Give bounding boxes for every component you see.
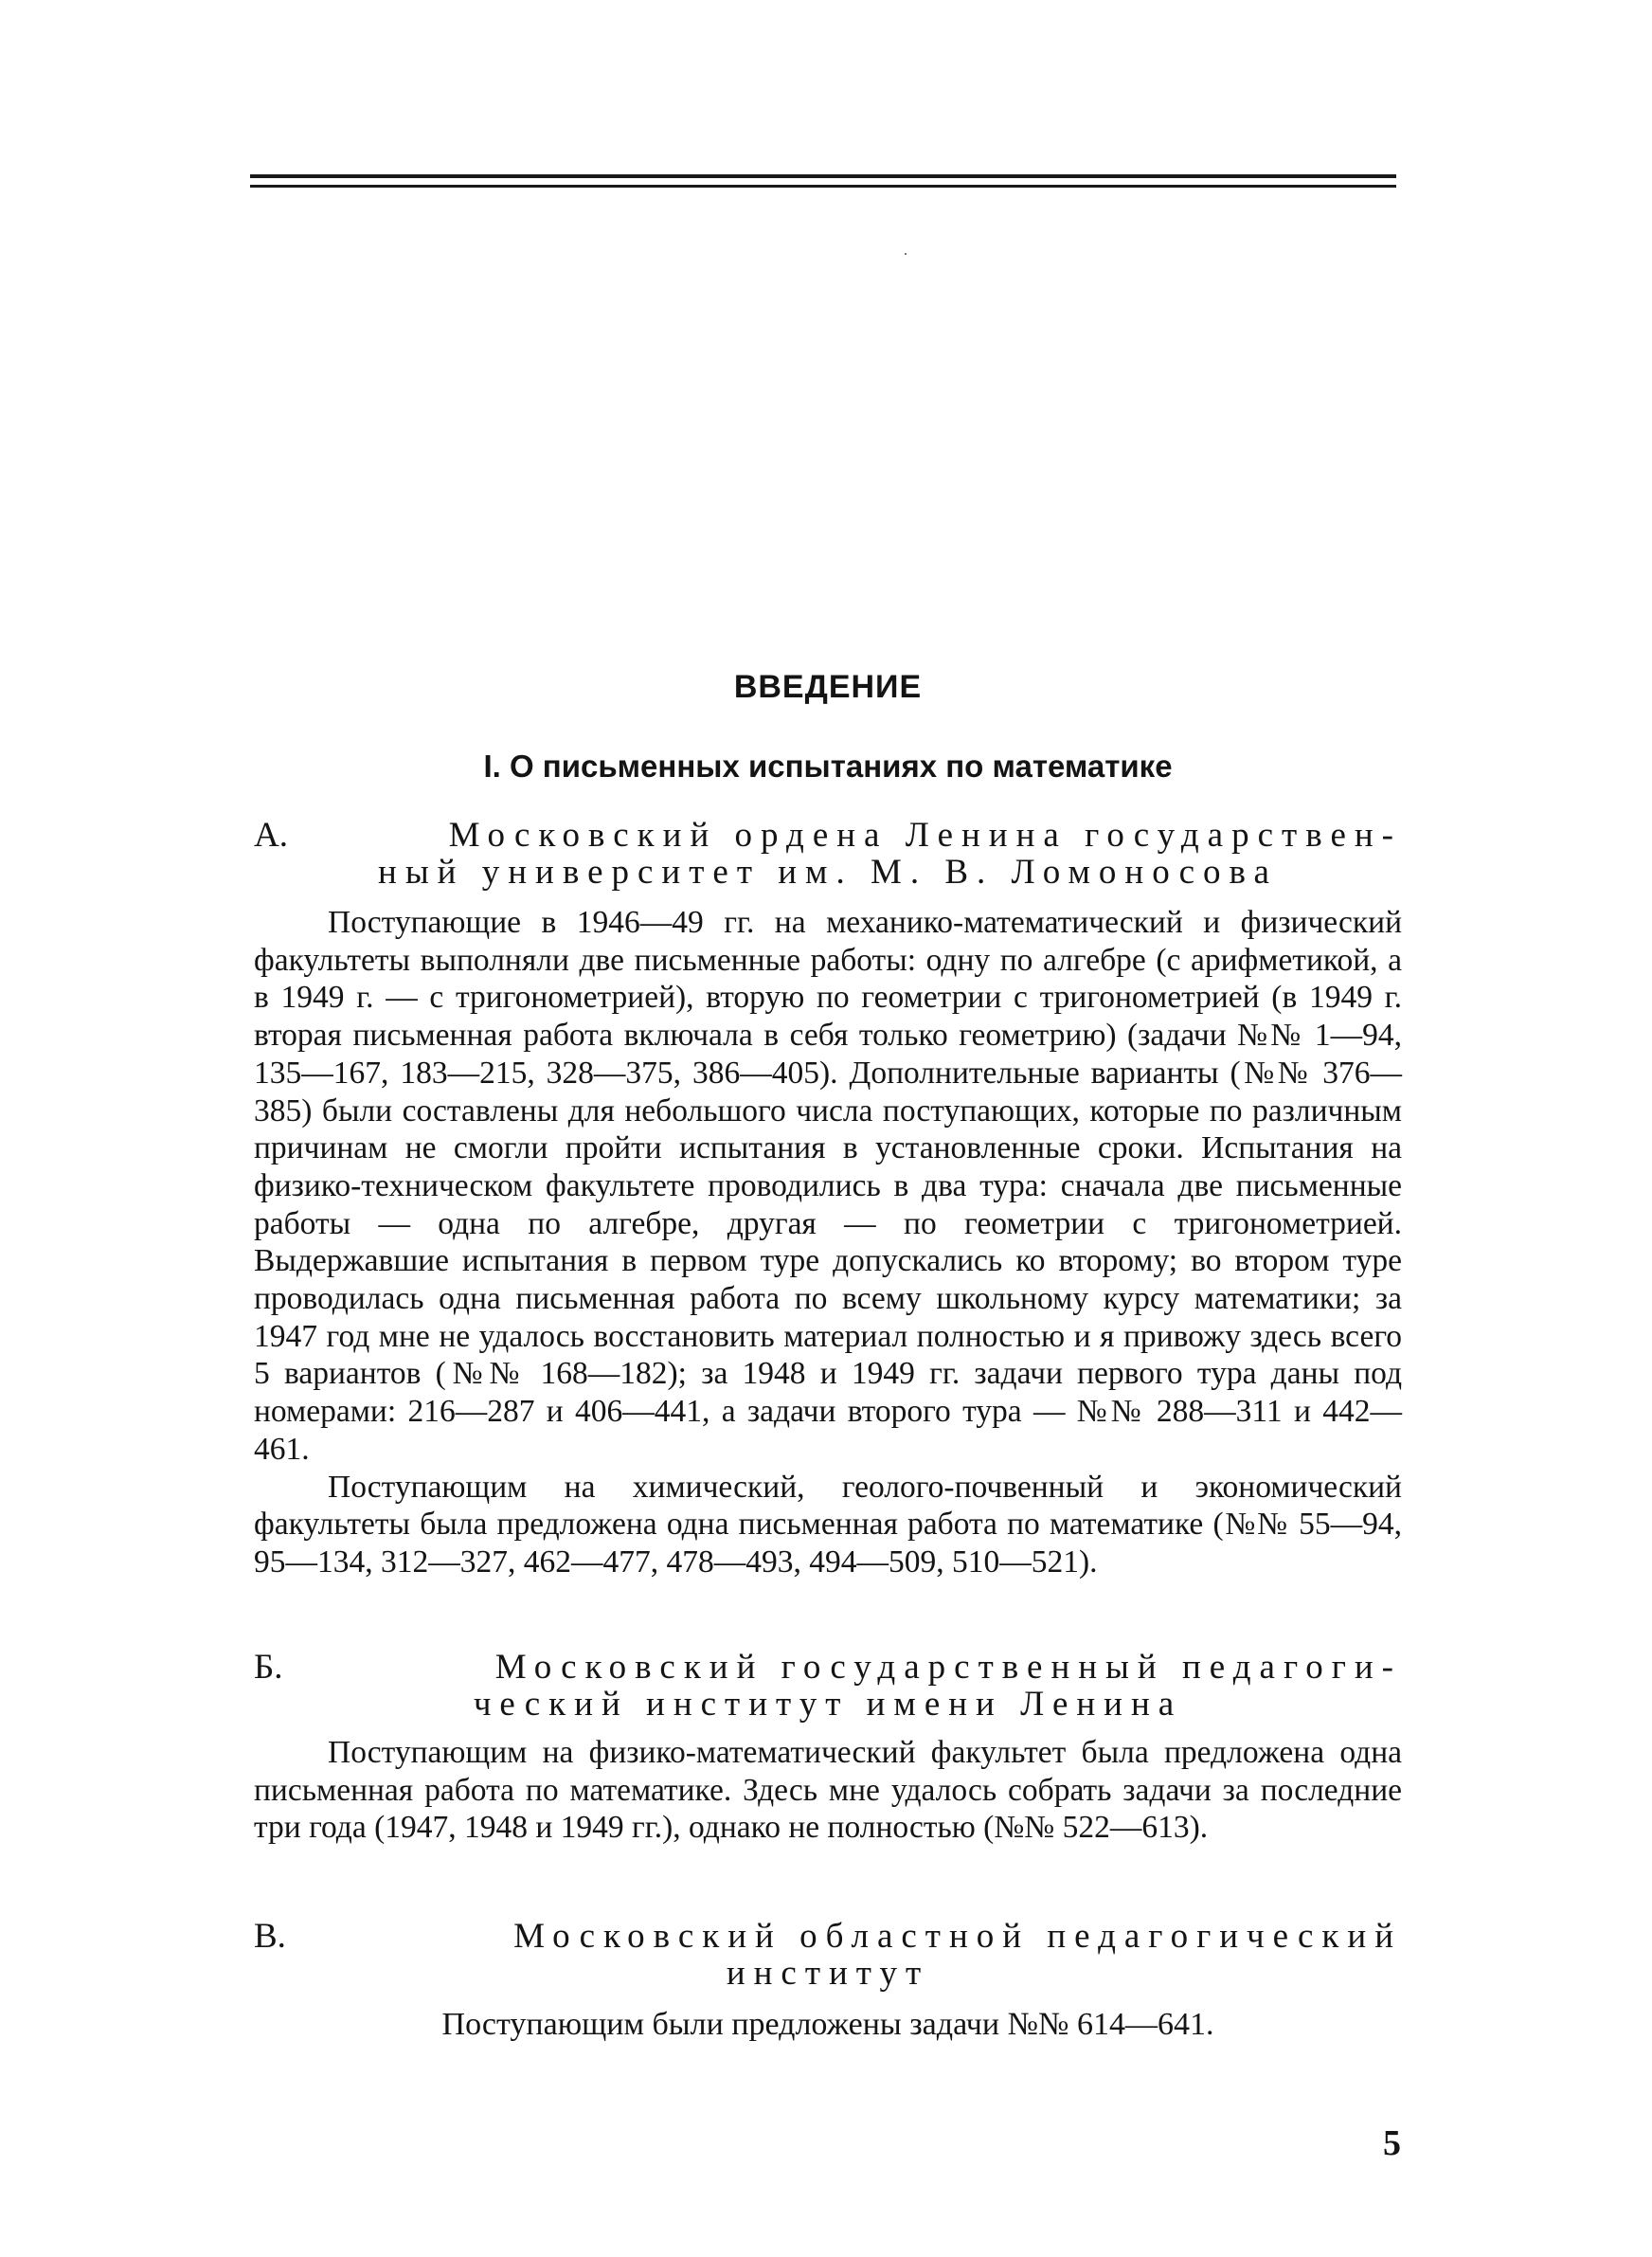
section-a-heading-line1: Московский ордена Ленина государствен- [448,816,1402,855]
chapter-subtitle: I. О письменных испытаниях по математике [483,749,1173,784]
section-b-text [254,1734,1402,1847]
section-b-label: Б. [254,1648,283,1687]
section-a-paragraph-1: Поступающие в 1946—49 гг. на механико-математический и физический факультеты выполняли две письменные работы: одну по алгебре (с арифметикой, а в 1949 г. — с тригонометрией), вторую по геометрии с тригонометрией (в 1949 г. вторая письменная работа включала в себя только геометрию) (задачи №№ 1—94, 135—167, 183—215, 328—375, 386—405). Дополнительные варианты (№№ 376—385) были составлены для небольшого числа поступающих, которые по различным причинам не смогли пройти испытания в установленные сроки. Испытания на физико-техническом факультете проводились в два тура: сначала две письменные работы — одна по алгебре, другая — по геометрии с тригонометрией. Выдержавшие испытания в первом туре допускались ко второму; во втором туре проводилась одна письменная работа по всему школьному курсу математики; за 1947 год мне не удалось восстановить материал полностью и я привожу здесь всего 5 вариантов (№№ 168—182); за 1948 и 1949 гг. задачи первого тура даны под номерами: 216—287 и 406—441, а задачи второго тура — №№ 288—311 и 442—461. [254,905,1402,1467]
print-speck [905,253,907,255]
header-rule-thin [250,185,1396,188]
section-b-heading-line1: Московский государственный педагоги- [494,1648,1402,1687]
page-number: 5 [1383,2123,1401,2163]
section-b-paragraph: Поступающим на физико-математический факультет была предложена одна письменная работа по математике. Здесь мне удалось собрать задачи за последние три года (1947, 1948 и 1949 гг.), однако не полностью (№№ 522—613). [254,1735,1402,1846]
section-a-label: А. [254,816,288,855]
page-title: ВВЕДЕНИЕ [733,669,923,705]
section-c-heading-line1: Московский областной педагогический [513,1917,1402,1956]
section-c-label: В. [254,1917,286,1956]
header-rule-thick [250,174,1396,178]
section-a-heading-line2: ный университет им. М. В. Ломоносова [378,853,1278,892]
section-c-heading-line2: институт [726,1954,930,1993]
section-b-heading-line2: ческий институт имени Ленина [473,1685,1183,1724]
section-a-paragraph-2: Поступающим на химический, геолого-почвенный и экономический факультеты была предложена одна письменная работа по математике (№№ 55—94, 95—134, 312—327, 462—477, 478—493, 494—509, 510—521). [254,1469,1402,1580]
section-a-text [254,904,1402,1581]
section-c-paragraph: Поступающим были предложены задачи №№ 614—641. [441,2007,1214,2042]
